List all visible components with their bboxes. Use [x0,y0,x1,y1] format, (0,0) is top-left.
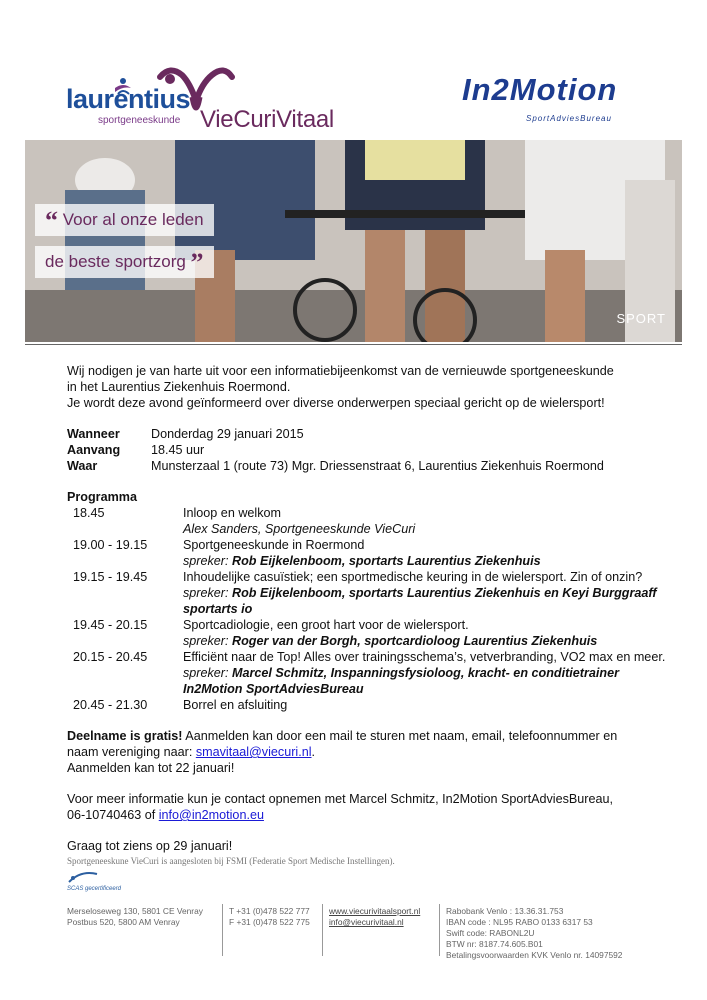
divider [25,344,682,345]
program-time: 20.45 - 21.30 [73,698,148,712]
program-time: 18.45 [73,506,105,520]
website-link[interactable]: www.viecurivitaalsport.nl [329,906,421,916]
closing-text: Graag tot ziens op 29 januari! [67,839,233,853]
when-value: Donderdag 29 januari 2015 [151,427,304,441]
registration-line-2 [67,744,315,760]
speaker-name: Marcel Schmitz, Inspanningsfysioloog, kracht- en conditietrainer [232,666,619,680]
address-line-1: Merseloseweg 130, 5801 CE Venray [67,906,203,916]
program-time: 19.15 - 19.45 [73,570,148,584]
program-speaker [183,553,541,569]
registration-period: . [311,745,315,759]
scas-swoosh-icon [67,870,107,886]
program-speaker [183,665,619,681]
speaker-name: Rob Eijkelenboom, sportarts Laurentius Ziekenhuis en Keyi Burggraaff [232,586,657,600]
speaker-prefix: spreker: [183,554,229,568]
quote-text-1: Voor al onze leden [62,210,204,229]
info-email-link[interactable]: info@in2motion.eu [158,808,264,822]
where-label: Waar [67,459,98,473]
program-title: Sportcadiologie, een groot hart voor de wielersport. [183,618,469,632]
intro-line-1: Wij nodigen je van harte uit voor een informatiebijeenkomst van de vernieuwde sportgeneeskunde [67,364,614,378]
program-time: 19.00 - 19.15 [73,538,148,552]
footer-separator [222,904,223,956]
program-title: Borrel en afsluiting [183,698,288,712]
registration-email-link[interactable]: smavitaal@viecuri.nl [195,745,312,759]
info-line-2 [67,807,264,823]
quote-text-2: de beste sportzorg [45,252,186,271]
cyclists-photo [25,140,682,342]
cycling-banner [25,140,682,342]
footer-address [67,906,203,928]
registration-text: Aanmelden kan door een mail te sturen met naam, email, telefoonnummer en [182,729,618,743]
start-label: Aanvang [67,443,121,457]
program-time: 20.15 - 20.45 [73,650,148,664]
program-speaker-cont: sportarts io [183,602,253,616]
close-quote-icon: ” [190,248,204,277]
kvk-number: Betalingsvoorwaarden KVK Venlo nr. 14097592 [446,950,623,960]
program-speaker [183,585,657,601]
where-value: Munsterzaal 1 (route 73) Mgr. Driessenstraat 6, Laurentius Ziekenhuis Roermond [151,459,604,473]
program-title: Inhoudelijke casuïstiek; een sportmedische keuring in de wielersport. Zin of onzin? [183,570,643,584]
info-phone: 06-10740463 of [67,808,159,822]
free-entry-label: Deelname is gratis! [67,729,183,743]
footer-separator [439,904,440,956]
detail-when [67,426,304,442]
program-speaker [183,633,597,649]
speaker-prefix: spreker: [183,586,229,600]
speaker-name: Rob Eijkelenboom, sportarts Laurentius Ziekenhuis [232,554,541,568]
laurentius-figure-icon [112,76,134,98]
iban-code: IBAN code : NL95 RABO 0133 6317 53 [446,917,593,927]
registration-text-2: naam vereniging naar: [67,745,196,759]
program-time: 19.45 - 20.15 [73,618,148,632]
laurentius-name: laurentius [66,84,191,114]
swift-code: Swift code: RABONL2U [446,928,535,938]
footer-email-link[interactable]: info@viecurivitaal.nl [329,917,404,927]
program-heading: Programma [67,490,137,504]
viecuri-vitaal-logo: VieCuriVitaal [200,106,334,133]
footer-bank [446,906,622,961]
scas-logo [67,870,122,892]
start-value: 18.45 uur [151,443,205,457]
fax-number: F +31 (0)478 522 775 [229,917,310,927]
address-line-2: Postbus 520, 5800 AM Venray [67,917,180,927]
detail-start [67,442,204,458]
program-title: Sportgeneeskunde in Roermond [183,538,365,552]
fsmi-footnote: Sportgeneeskune VieCuri is aangesloten bij FSMI (Federatie Sport Medische Instellingen). [67,856,395,866]
program-speaker: Alex Sanders, Sportgeneeskunde VieCuri [183,522,416,536]
in2motion-subtitle: SportAdviesBureau [526,114,612,123]
speaker-name: Roger van der Borgh, sportcardioloog Laurentius Ziekenhuis [232,634,598,648]
footer-separator [322,904,323,956]
footer-phone [229,906,310,928]
program-title: Inloop en welkom [183,506,282,520]
in2motion-name: In2Motion [462,72,618,107]
intro-line-3: Je wordt deze avond geïnformeerd over diverse onderwerpen speciaal gericht op de wielersport! [67,396,605,410]
open-quote-icon: “ [45,206,58,235]
registration-deadline: Aanmelden kan tot 22 januari! [67,761,235,775]
footer-web [329,906,420,928]
info-line-1: Voor meer informatie kun je contact opnemen met Marcel Schmitz, In2Motion SportAdviesBureau, [67,792,613,806]
detail-where [67,458,604,474]
program-title: Efficiënt naar de Top! Alles over trainingsschema’s, vetverbranding, VO2 max en meer. [183,650,666,664]
speaker-prefix: spreker: [183,666,229,680]
in2motion-logo [462,72,618,123]
banner-quote-line1 [35,204,214,236]
banner-quote-line2 [35,246,214,278]
registration-line-1 [67,728,617,744]
program-speaker-cont: In2Motion SportAdviesBureau [183,682,364,696]
scas-label: SCAS gecertificeerd [67,886,122,892]
laurentius-subtitle: sportgeneeskunde [98,115,181,126]
banner-sport-tag: SPORT [616,311,666,326]
speaker-prefix: spreker: [183,634,229,648]
intro-line-2: in het Laurentius Ziekenhuis Roermond. [67,380,291,394]
when-label: Wanneer [67,427,120,441]
phone-number: T +31 (0)478 522 777 [229,906,310,916]
btw-number: BTW nr: 8187.74.605.B01 [446,939,543,949]
bank-account: Rabobank Venlo : 13.36.31.753 [446,906,564,916]
logo-row [66,62,656,132]
